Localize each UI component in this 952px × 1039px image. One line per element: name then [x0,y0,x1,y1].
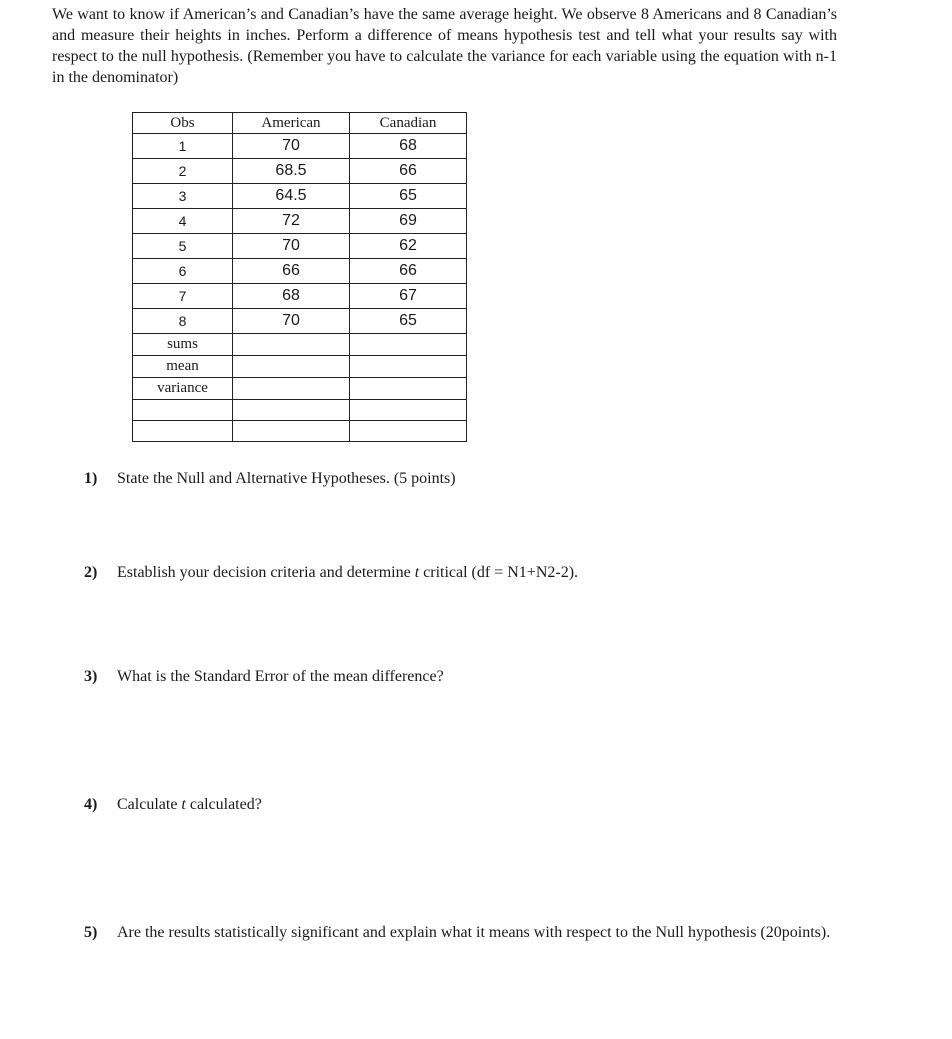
question-text: Are the results statistically significant and explain what it means with respect to the Null hypothesis (20points). [117,924,831,941]
question-text: What is the Standard Error of the mean difference? [117,668,444,685]
american-cell: 68 [233,284,350,309]
table-row [133,159,467,184]
table-row [133,259,467,284]
blank-cell [133,421,233,442]
blank-cell [233,421,350,442]
obs-cell: 2 [133,159,233,184]
american-cell: 72 [233,209,350,234]
variance-row [133,378,467,400]
blank-cell [233,400,350,421]
stat-label-mean: mean [133,356,233,378]
question-text-part: Establish your decision criteria and determine [117,564,415,581]
t-variable: t [181,796,186,813]
question-4 [84,794,836,815]
obs-cell: 4 [133,209,233,234]
obs-cell: 3 [133,184,233,209]
question-text: State the Null and Alternative Hypotheses. (5 points) [117,470,456,487]
stat-label-variance: variance [133,378,233,400]
question-text [117,562,836,583]
american-cell: 70 [233,309,350,334]
question-5 [84,922,836,943]
canadian-cell: 66 [350,259,467,284]
canadian-cell: 68 [350,134,467,159]
blank-row [133,421,467,442]
american-cell: 68.5 [233,159,350,184]
canadian-cell: 66 [350,159,467,184]
canadian-cell: 65 [350,309,467,334]
table-row [133,234,467,259]
table-row [133,309,467,334]
obs-cell: 7 [133,284,233,309]
question-number: 5) [84,924,98,941]
sums-row [133,334,467,356]
canadian-cell: 62 [350,234,467,259]
american-variance-cell [233,378,350,400]
question-text-part: critical (df = N1+N2-2). [419,564,579,581]
question-3 [84,666,836,687]
header-canadian: Canadian [350,113,467,134]
height-data-table [132,112,467,442]
obs-cell: 5 [133,234,233,259]
canadian-cell: 67 [350,284,467,309]
question-1 [84,468,836,489]
blank-cell [133,400,233,421]
obs-cell: 8 [133,309,233,334]
american-cell: 70 [233,134,350,159]
blank-cell [350,400,467,421]
question-number: 3) [84,668,98,685]
blank-row [133,400,467,421]
question-number: 1) [84,470,98,487]
mean-row [133,356,467,378]
question-text-part: calculated? [185,796,262,813]
question-number: 2) [84,564,98,581]
canadian-mean-cell [350,356,467,378]
obs-cell: 1 [133,134,233,159]
american-cell: 64.5 [233,184,350,209]
t-variable: t [414,564,420,581]
blank-cell [350,421,467,442]
american-cell: 70 [233,234,350,259]
obs-cell: 6 [133,259,233,284]
american-sum-cell [233,334,350,356]
table-header-row [133,113,467,134]
stat-label-sums: sums [133,334,233,356]
canadian-sum-cell [350,334,467,356]
american-mean-cell [233,356,350,378]
american-cell: 66 [233,259,350,284]
header-obs: Obs [133,113,233,134]
question-text-part: Calculate [117,796,182,813]
question-number: 4) [84,796,98,813]
canadian-variance-cell [350,378,467,400]
problem-statement: We want to know if American’s and Canadian’s have the same average height. We observe 8 Americans and 8 Canadian’s and measure their heights in inches. Perform a difference of means hypothesis test and tell what your results say with respect to the null hypothesis. (Remember you have to calculate the variance for each variable using the equation with n-1 in the denominator) [52,6,837,86]
canadian-cell: 65 [350,184,467,209]
header-american: American [233,113,350,134]
question-2 [84,562,836,583]
table-row [133,209,467,234]
question-text [117,794,836,815]
canadian-cell: 69 [350,209,467,234]
table-row [133,184,467,209]
table-row [133,134,467,159]
table-row [133,284,467,309]
